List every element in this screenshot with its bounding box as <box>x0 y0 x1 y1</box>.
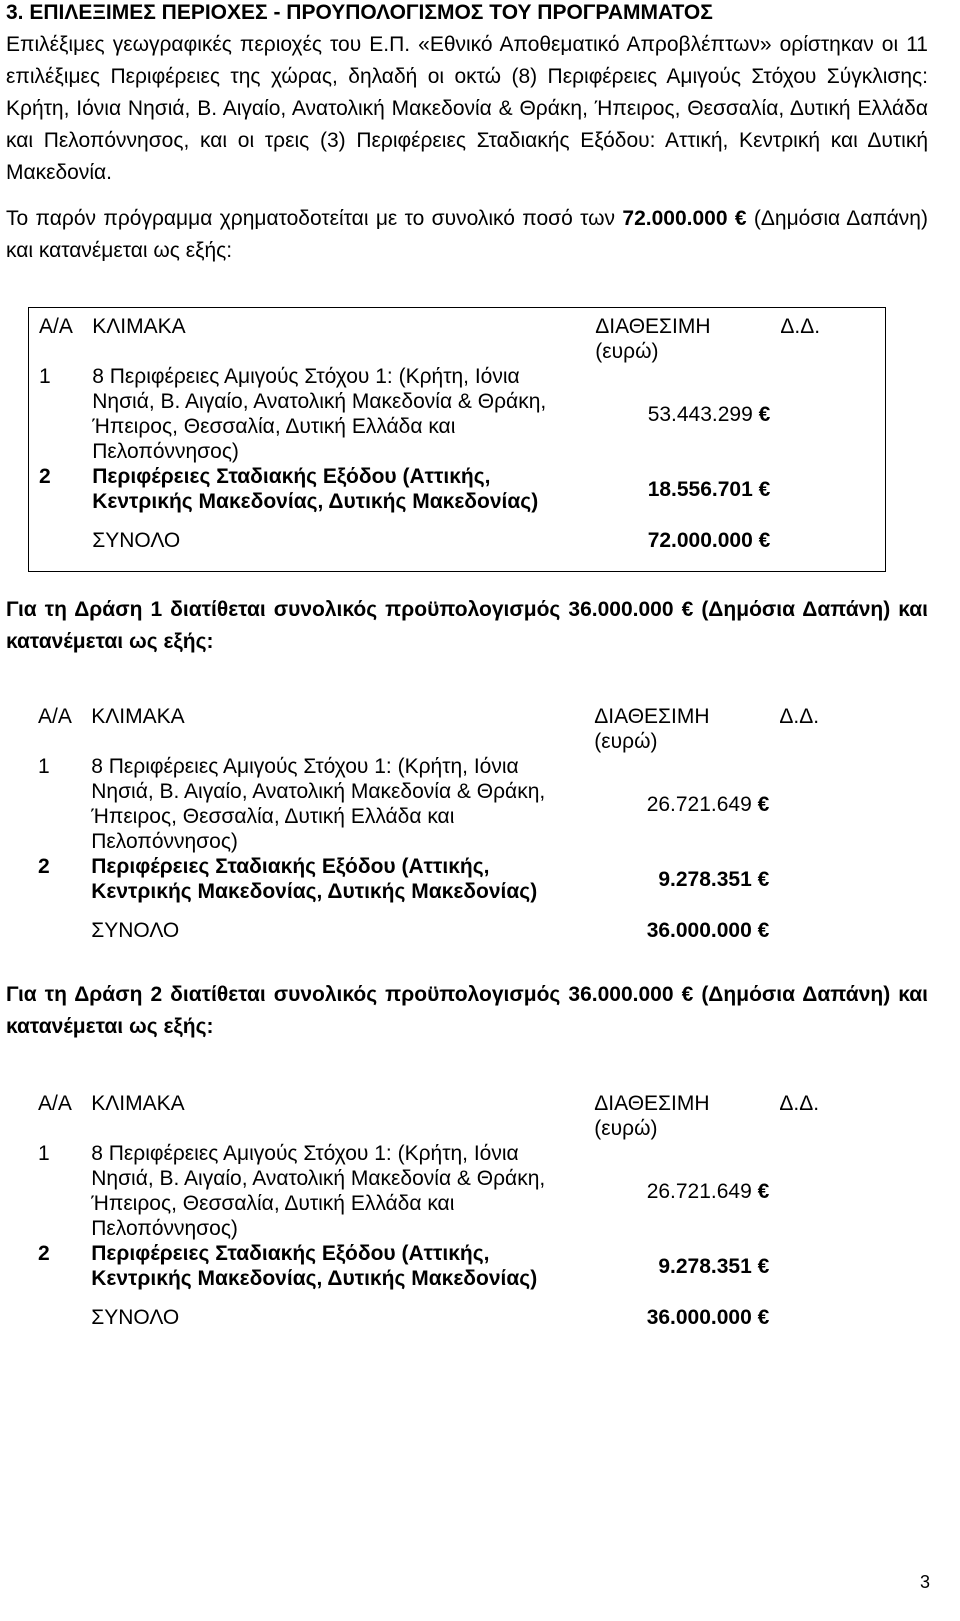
total-amount <box>565 528 770 571</box>
row-amount <box>564 1141 769 1241</box>
header-dd: Δ.Δ. <box>779 1092 820 1115</box>
row-aa: 1 <box>39 365 51 388</box>
action2-text: Για τη Δράση 2 διατίθεται συνολικός προϋπολογισμός 36.000.000 <box>6 983 674 1006</box>
table-header-row <box>29 314 885 364</box>
intro-paragraph: Επιλέξιμες γεωγραφικές περιοχές του Ε.Π. «Εθνικό Αποθεματικό Απροβλέπτων» ορίστηκαν οι 11 επιλέξιμες Περιφέρειες της χώρας, δηλαδή οι οκτώ (8) Περιφέρειες Αμιγούς Στόχου Σύγκλισης: Κρήτη, Ιόνια Νησιά, Β. Αιγαίο, Ανατολική Μακεδονία & Θράκη, Ήπειρος, Θεσσαλία, Δυτική Ελλάδα και Πελοπόννησος, και οι τρεις (3) Περιφέρειες Σταδιακής Εξόδου: Αττική, Κεντρική και Δυτική Μακεδονία. <box>6 33 928 184</box>
row-scale: 8 Περιφέρειες Αμιγούς Στόχου 1: (Κρήτη, Ιόνια Νησιά, Β. Αιγαίο, Ανατολική Μακεδονία & Θράκη, Ήπειρος, Θεσσαλία, Δυτική Ελλάδα και Πελοπόννησος) <box>91 1142 546 1240</box>
budget-table <box>28 704 884 943</box>
header-available-label: ΔΙΑΘΕΣΙΜΗ <box>595 315 711 338</box>
header-aa: Α/Α <box>39 315 73 338</box>
budget-table <box>28 1091 884 1330</box>
table-total-row <box>28 918 884 943</box>
row-aa: 1 <box>38 755 50 778</box>
action1-paragraph <box>6 594 928 658</box>
total-amount-value: 72.000.000 <box>647 529 753 552</box>
action1-suffix: (Δημόσια Δαπάνη) και κατανέμεται ως εξής: <box>6 598 928 653</box>
euro-symbol: € <box>758 477 771 501</box>
table-header-row <box>28 1091 884 1141</box>
total-label: ΣΥΝΟΛΟ <box>91 919 180 942</box>
euro-symbol: € <box>757 919 770 942</box>
header-available <box>565 314 770 364</box>
document-page <box>6 0 928 1330</box>
row-amount <box>565 364 770 464</box>
total-label: ΣΥΝΟΛΟ <box>92 529 181 552</box>
table-row <box>28 1241 884 1291</box>
table-row <box>28 754 884 854</box>
page-number: 3 <box>919 1572 930 1592</box>
row-scale: Περιφέρειες Σταδιακής Εξόδου (Αττικής, Κεντρικής Μακεδονίας, Δυτικής Μακεδονίας) <box>92 465 539 513</box>
row-scale: Περιφέρειες Σταδιακής Εξόδου (Αττικής, Κεντρικής Μακεδονίας, Δυτικής Μακεδονίας) <box>91 1242 538 1290</box>
euro-symbol: € <box>757 1254 770 1278</box>
euro-symbol: € <box>757 1179 770 1203</box>
total-label: ΣΥΝΟΛΟ <box>91 1306 180 1329</box>
row-amount-value: 26.721.649 <box>646 792 752 816</box>
header-scale: ΚΛΙΜΑΚΑ <box>91 1092 185 1115</box>
row-scale: 8 Περιφέρειες Αμιγούς Στόχου 1: (Κρήτη, Ιόνια Νησιά, Β. Αιγαίο, Ανατολική Μακεδονία & Θράκη, Ήπειρος, Θεσσαλία, Δυτική Ελλάδα και Πελοπόννησος) <box>92 365 547 463</box>
row-amount-value: 9.278.351 <box>658 1254 752 1278</box>
header-available <box>564 1091 769 1141</box>
row-aa: 2 <box>38 855 50 878</box>
row-amount <box>564 854 769 904</box>
row-scale: 8 Περιφέρειες Αμιγούς Στόχου 1: (Κρήτη, Ιόνια Νησιά, Β. Αιγαίο, Ανατολική Μακεδονία & Θράκη, Ήπειρος, Θεσσαλία, Δυτική Ελλάδα και Πελοπόννησος) <box>91 755 546 853</box>
total-amount <box>564 1305 769 1330</box>
euro-symbol: € <box>757 1306 770 1329</box>
row-amount <box>564 754 769 854</box>
euro-symbol: € <box>757 867 770 891</box>
header-dd: Δ.Δ. <box>779 705 820 728</box>
total-amount-value: 36.000.000 <box>646 919 752 942</box>
header-scale: ΚΛΙΜΑΚΑ <box>92 315 186 338</box>
table-row <box>28 854 884 904</box>
funding-paragraph <box>6 203 928 267</box>
table-total-row <box>29 528 885 571</box>
row-amount-value: 18.556.701 <box>647 477 753 501</box>
header-available <box>564 704 769 754</box>
budget-table-total <box>28 307 886 572</box>
budget-table-action1 <box>28 704 884 943</box>
total-amount-value: 36.000.000 <box>646 1306 752 1329</box>
funding-text: Το παρόν πρόγραμμα χρηματοδοτείται με το συνολικό ποσό των <box>6 207 616 230</box>
header-available-label: ΔΙΑΘΕΣΙΜΗ <box>594 1092 710 1115</box>
header-available-unit: (ευρώ) <box>594 730 658 753</box>
row-amount <box>564 1241 769 1291</box>
header-scale: ΚΛΙΜΑΚΑ <box>91 705 185 728</box>
header-available-unit: (ευρώ) <box>594 1117 658 1140</box>
row-amount <box>565 464 770 514</box>
action1-text: Για τη Δράση 1 διατίθεται συνολικός προϋπολογισμός 36.000.000 <box>6 598 674 621</box>
table-header-row <box>28 704 884 754</box>
euro-symbol: € <box>758 529 771 552</box>
row-aa: 1 <box>38 1142 50 1165</box>
row-scale: Περιφέρειες Σταδιακής Εξόδου (Αττικής, Κεντρικής Μακεδονίας, Δυτικής Μακεδονίας) <box>91 855 538 903</box>
header-available-unit: (ευρώ) <box>595 340 659 363</box>
header-aa: Α/Α <box>38 705 72 728</box>
header-available-label: ΔΙΑΘΕΣΙΜΗ <box>594 705 710 728</box>
row-amount-value: 9.278.351 <box>658 867 752 891</box>
euro-symbol: € <box>757 792 770 816</box>
row-aa: 2 <box>38 1242 50 1265</box>
row-amount-value: 53.443.299 <box>647 402 753 426</box>
total-amount <box>564 918 769 943</box>
header-aa: Α/Α <box>38 1092 72 1115</box>
table-row <box>28 1141 884 1241</box>
euro-symbol: € <box>734 207 747 230</box>
budget-table <box>29 314 885 571</box>
euro-symbol: € <box>758 402 771 426</box>
section-heading: 3. ΕΠΙΛΕΞΙΜΕΣ ΠΕΡΙΟΧΕΣ - ΠΡΟΥΠΟΛΟΓΙΣΜΟΣ ΤΟΥ ΠΡΟΓΡΑΜΜΑΤΟΣ <box>6 1 713 24</box>
funding-amount: 72.000.000 <box>622 207 728 230</box>
budget-table-action2 <box>28 1091 884 1330</box>
action2-paragraph <box>6 979 928 1043</box>
table-row <box>29 464 885 514</box>
row-aa: 2 <box>39 465 51 488</box>
action2-suffix: (Δημόσια Δαπάνη) και κατανέμεται ως εξής: <box>6 983 928 1038</box>
funding-suffix: (Δημόσια Δαπάνη) και κατανέμεται ως εξής: <box>6 207 928 262</box>
euro-symbol: € <box>681 983 694 1006</box>
header-dd: Δ.Δ. <box>780 315 821 338</box>
table-row <box>29 364 885 464</box>
table-total-row <box>28 1305 884 1330</box>
row-amount-value: 26.721.649 <box>646 1179 752 1203</box>
euro-symbol: € <box>681 598 694 621</box>
